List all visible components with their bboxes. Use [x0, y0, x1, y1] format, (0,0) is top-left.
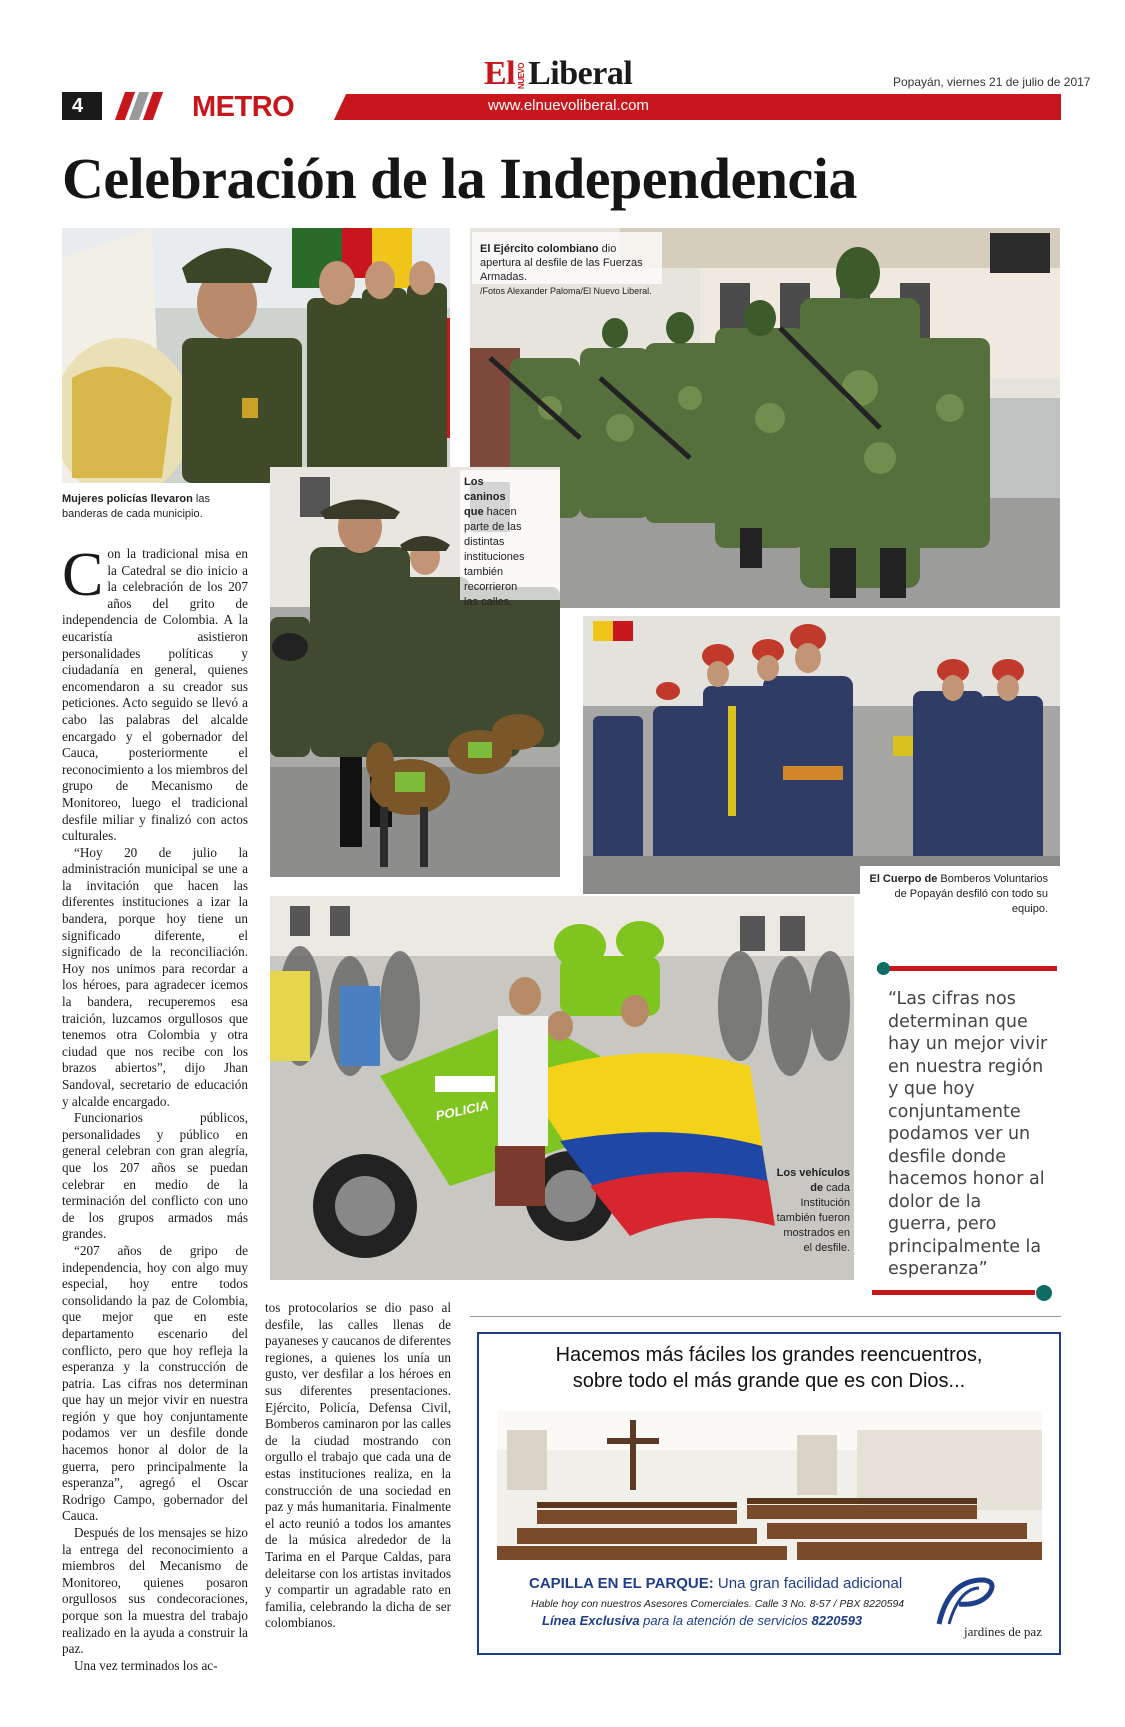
ad-address: Hable hoy con nuestros Asesores Comerciales. Calle 3 No. 8-57 / PBX 8220594	[531, 1598, 905, 1610]
ad-tagline-text: Una gran facilidad adicional	[713, 1575, 903, 1592]
dropcap: C	[62, 541, 104, 609]
masthead-liberal: Liberal	[528, 55, 633, 92]
ad-line-text: para la atención de servicios	[639, 1613, 812, 1628]
article-paragraph: Después de los mensajes se hizo la entrega del reconocimiento a miembros del Mecanismo de Monitoreo, quienes posaron orgullosos sus condecoraciones, porque son la muestra del trabajo realizado en la ayuda a construir la paz.	[62, 1525, 248, 1657]
header-bar	[328, 94, 1061, 120]
article-column-1	[62, 541, 248, 1674]
caption-vehiculos: Los vehículos de cada Institución también fueron mostrados en el desfile.	[776, 1167, 850, 1254]
article-paragraph: “Hoy 20 de julio la administración municipal se une a la invitación que hacen las diferentes instituciones a izar la bandera, porque hoy tiene un significado diferente, el significado de la reconciliación. Hoy nos unimos para recordar a los héroes, para agradecer icemos la bandera, recuperemos esa traición, luzcamos orgullosos que tenemos otra Colombia y otra ciudad que nos recibe con los brazos abiertos”, dijo Jhan Sandoval, secretario de educación y alcalde encargado.	[62, 844, 248, 1109]
ad-brand-name: jardines de paz	[964, 1624, 1042, 1639]
quote-rule-top	[877, 966, 1057, 971]
photo-bomberos	[583, 616, 1060, 894]
article-paragraph: Funcionarios públicos, personalidades y público en general celebran con gran alegría, que los 207 años se puedan celebrar en medio de la terminación del conflicto con uno de los grupos armados más grandes.	[62, 1110, 248, 1242]
ad-headline-line: sobre todo el más grande que es con Dios...	[572, 1370, 966, 1392]
advertisement[interactable]	[477, 1332, 1061, 1655]
article-paragraph: tos protocolarios se dio paso al desfile, las calles llenas de payaneses y caucanos de diferentes regiones, a quienes los unía un gusto, ver desfilar a los héroes en sus diferentes presentaciones. Ejército, Policía, Defensa Civil, Bomberos caminaron por las calles de la ciudad mostrando con orgullo el trabajo que cada una de estas instituciones realiza, en la construcción de una sociedad en paz y más humanitaria. Finalmente el acto reunió a todos los amantes de la música alrededor de la Tarima en el Parque Caldas, para deleitarse con los artistas invitados y compartir un agradable rato en familia, celebrando la dicha de ser colombianos.	[265, 1300, 452, 1631]
ad-tagline-brand: CAPILLA EN EL PARQUE:	[529, 1575, 714, 1592]
photo-vehiculos	[270, 896, 854, 1280]
page-number: 4	[62, 92, 102, 120]
article-paragraph: “207 años de gripo de independencia, hoy con algo muy especial, hoy entre todos consolidando la paz de Colombia, que mejor que en este departamento escenario del conflicto, pero que hoy refleja la esperanza y la construcción de patria. Las cifras nos determinan que hay un mejor vivir en nuestra región y que hoy conjuntamente podamos ver un desfile donde hacemos honor al dolor de la guerra, pero principalmente la esperanza”, agregó el Oscar Rodrigo Campo, gobernador del Cauca.	[62, 1242, 248, 1524]
quote-rule-bottom	[872, 1290, 1035, 1295]
masthead-el: El	[484, 55, 516, 92]
ad-chapel-photo	[497, 1410, 1042, 1560]
jardines-logo-icon	[929, 1574, 999, 1629]
quote-dot-bottom	[1036, 1285, 1052, 1301]
page-title: Celebración de la Independencia	[62, 146, 857, 211]
ad-line-number: 8220593	[811, 1613, 863, 1628]
ad-service-line[interactable]	[542, 1613, 862, 1628]
ad-headline	[479, 1342, 1059, 1394]
masthead-nuevo: NUEVO	[517, 63, 527, 90]
article-paragraph: Una vez terminados los ac-	[74, 1657, 218, 1673]
caption-ejercito: El Ejército colombiano dio apertura al desfile de las Fuerzas Armadas. /Fotos Alexander Paloma/El Nuevo Liberal.	[480, 243, 652, 296]
ad-headline-line: Hacemos más fáciles los grandes reencuentros,	[555, 1344, 983, 1366]
caption-caninos: Los caninos que hacen parte de las distintas instituciones también recorrieron las calles.	[464, 476, 525, 608]
photo-mujeres-policias	[62, 228, 450, 483]
masthead-logo	[484, 55, 632, 93]
ad-tagline	[529, 1575, 902, 1592]
article-column-2	[265, 1300, 451, 1632]
site-url[interactable]: www.elnuevoliberal.com	[488, 97, 649, 114]
caption-bomberos: El Cuerpo de Bomberos Voluntarios de Popayán desfiló con todo su equipo.	[869, 873, 1048, 915]
police-moto-label: POLICIA	[436, 1097, 489, 1124]
pull-quote: “Las cifras nos determinan que hay un mejor vivir en nuestra región y que hoy conjuntamente podamos ver un desfile donde hacemos honor al dolor de la guerra, pero principalmente la esperanza”	[888, 989, 1048, 1279]
quote-dot-top	[877, 962, 890, 975]
section-label: METRO	[192, 91, 295, 123]
article-paragraph: on la tradicional misa en la Catedral se dio inicio a la celebración de los 207 años del grito de independencia de Colombia. A la eucaristía asistieron personalidades políticas y ciudadanía en general, quienes encomendaron a su creador sus peticiones. Acto seguido se llevó a cabo las palabras del alcalde encargado y el gobernador del Cauca, posteriormente el reconocimiento a los miembros del grupo de Mecanismo de Monitoreo, luego el tradicional desfile miliar y finalizó con actos culturales.	[62, 546, 248, 844]
photo-credit: /Fotos Alexander Paloma/El Nuevo Liberal.	[480, 286, 652, 296]
caption-policias: Mujeres policías llevaron las banderas de cada municipio.	[62, 493, 210, 520]
divider	[470, 1316, 1061, 1317]
dateline: Popayán, viernes 21 de julio de 2017	[893, 75, 1091, 89]
ad-line-label: Línea Exclusiva	[542, 1613, 640, 1628]
